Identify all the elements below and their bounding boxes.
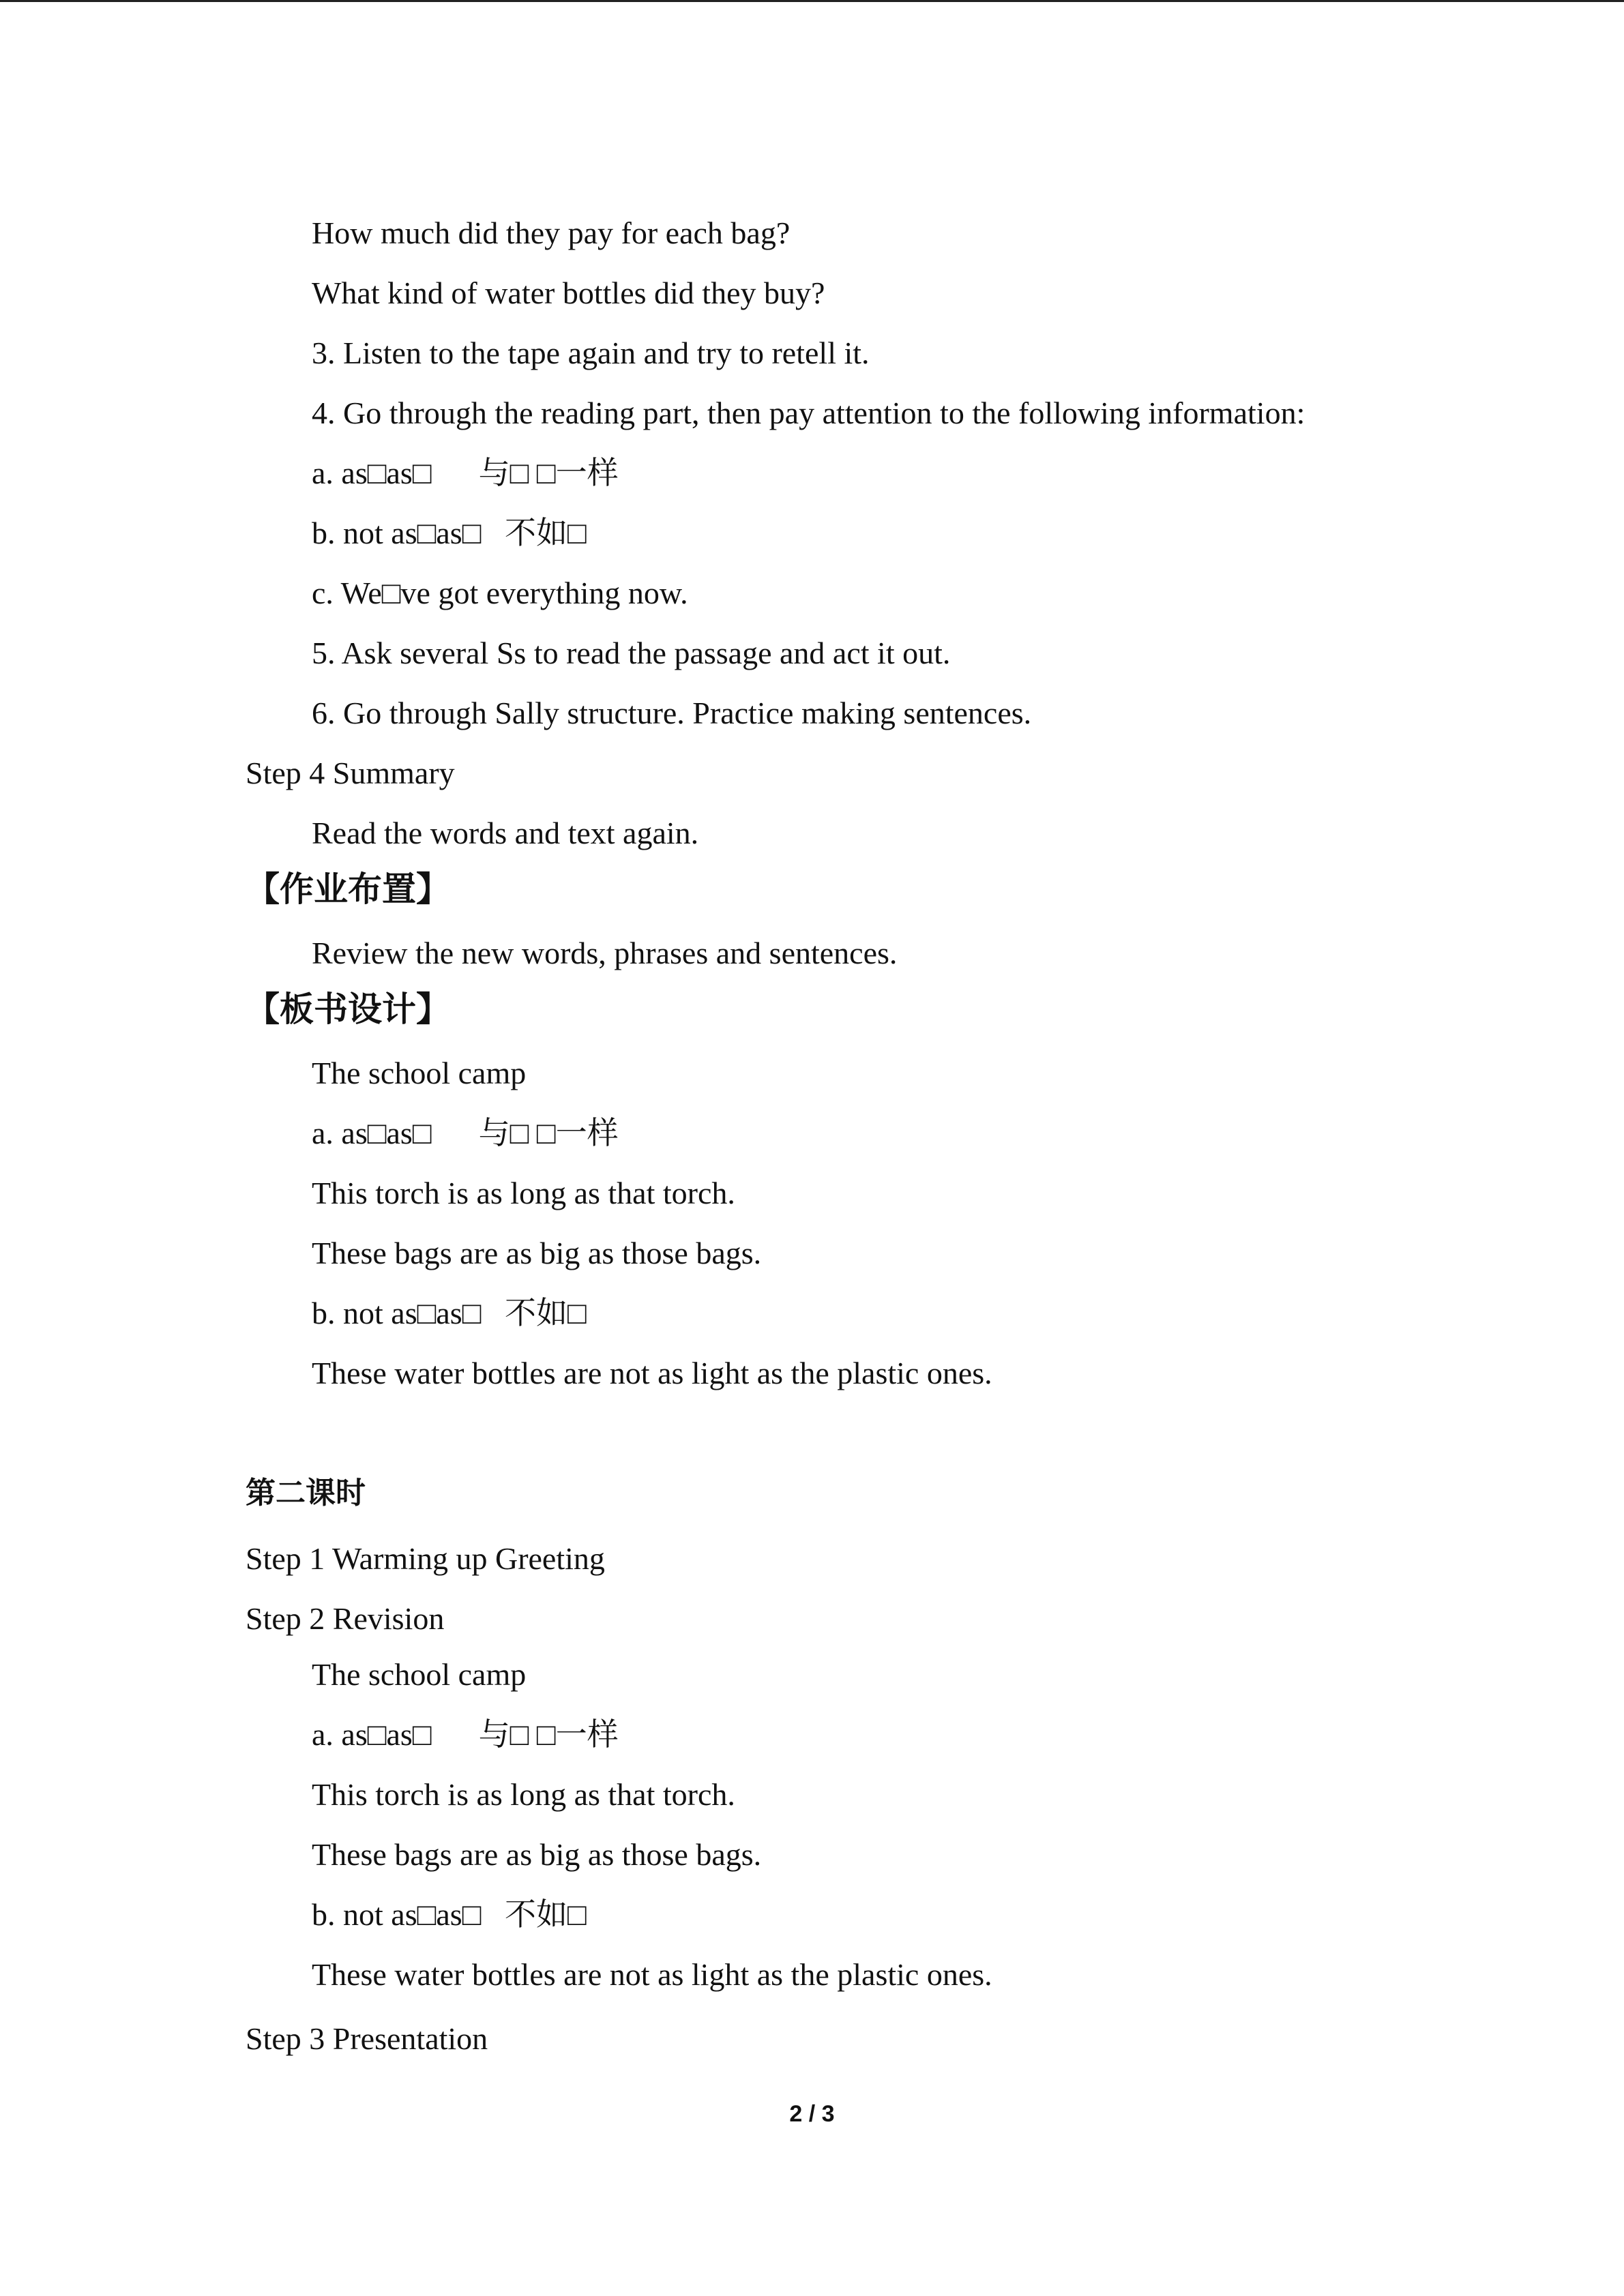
- lesson-title: 第二课时: [246, 1476, 366, 1510]
- step-item: 5. Ask several Ss to read the passage and act it out.: [312, 636, 951, 670]
- step-item: 6. Go through Sally structure. Practice making sentences.: [312, 696, 1032, 730]
- page-top-border: [0, 0, 1624, 2]
- board-heading: 【板书设计】: [246, 989, 450, 1029]
- board-line: The school camp: [312, 1056, 527, 1090]
- step-item: 4. Go through the reading part, then pay attention to the following information:: [312, 396, 1305, 430]
- grammar-item: c. We□ve got everything now.: [312, 576, 688, 610]
- board-line: a. as□as□ 与□ □一样: [312, 1116, 619, 1150]
- revision-line: These bags are as big as those bags.: [312, 1837, 762, 1872]
- step-item: 3. Listen to the tape again and try to retell it.: [312, 336, 870, 370]
- revision-line: The school camp: [312, 1657, 527, 1692]
- grammar-item: a. as□as□ 与□ □一样: [312, 456, 619, 490]
- step-heading: Step 1 Warming up Greeting: [246, 1541, 605, 1576]
- step-heading: Step 2 Revision: [246, 1601, 445, 1636]
- revision-line: This torch is as long as that torch.: [312, 1777, 735, 1812]
- question-line: How much did they pay for each bag?: [312, 215, 791, 250]
- revision-line: a. as□as□ 与□ □一样: [312, 1717, 619, 1752]
- step-text: Read the words and text again.: [312, 816, 699, 850]
- step-heading: Step 3 Presentation: [246, 2021, 488, 2056]
- step-heading: Step 4 Summary: [246, 756, 455, 790]
- revision-line: b. not as□as□ 不如□: [312, 1897, 587, 1932]
- board-line: These water bottles are not as light as the plastic ones.: [312, 1356, 992, 1390]
- page-number: 2 / 3: [789, 2101, 835, 2127]
- grammar-item: b. not as□as□ 不如□: [312, 516, 587, 550]
- board-line: b. not as□as□ 不如□: [312, 1296, 587, 1330]
- homework-heading: 【作业布置】: [246, 869, 450, 909]
- board-line: These bags are as big as those bags.: [312, 1236, 762, 1270]
- question-line: What kind of water bottles did they buy?: [312, 275, 825, 310]
- homework-text: Review the new words, phrases and sentences.: [312, 936, 898, 970]
- revision-line: These water bottles are not as light as the plastic ones.: [312, 1957, 992, 1992]
- board-line: This torch is as long as that torch.: [312, 1176, 735, 1210]
